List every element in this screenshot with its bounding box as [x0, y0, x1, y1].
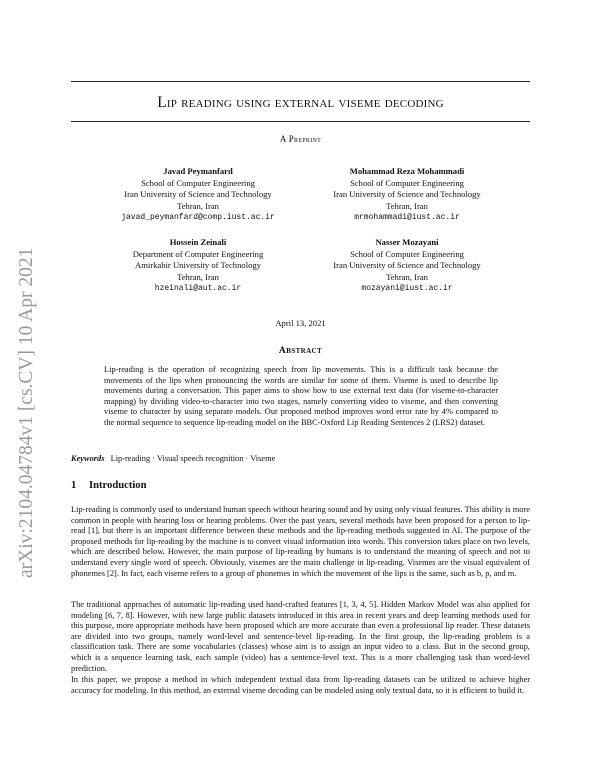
author-department: School of Computer Engineering	[350, 177, 464, 188]
author-department: School of Computer Engineering	[141, 177, 255, 188]
preprint-label: A Preprint	[279, 134, 322, 144]
author-name: Hossein Zeinali	[169, 237, 227, 247]
keywords-text: Lip-reading · Visual speech recognition · Viseme	[110, 454, 276, 463]
author-institution: Iran University of Science and Technology	[333, 189, 481, 199]
author-location: Tehran, Iran	[386, 271, 428, 282]
section-title: Introduction	[89, 480, 147, 491]
intro-paragraph: Lip-reading is commonly used to understand human speech without hearing sound and by using only visual features. This ability is more common in people with hearing loss or hearing problems. Over the past years, several methods have been proposed for a person to lip-read [1], but there is an important difference between these methods and the lip-reading methods suggested in AI. The purpose of the proposed methods for lip-reading by the machine is to convert visual information into words. This conversion takes place on two levels, which are described below. However, the main purpose of lip-reading by humans is to understand the meaning of speech and not to understand every single word of speech. Obviously, visemes are the main challenge in lip-reading. Visemes are the visual equivalent of phonemes [2]. In fact, each viseme refers to a group of phonemes in which the movement of the lips is the same, such as b, p, and m.	[71, 505, 530, 578]
author-institution: Iran University of Science and Technology	[124, 189, 272, 199]
author-block	[98, 237, 298, 295]
keywords-label: Keywords	[71, 454, 105, 463]
author-department: Department of Computer Engineering	[132, 248, 264, 259]
author-name: Nasser Mozayani	[375, 237, 439, 247]
author-name: Mohammad Reza Mohammadi	[349, 166, 465, 176]
author-email: mozayani@iust.ac.ir	[361, 284, 453, 293]
abstract-body: Lip-reading is the operation of recognizing speech from lip movements. This is a difficult task because the movements of the lips when pronouncing the words are similar for some of them. Viseme is used to describe lip movements during a conversation. This paper aims to show how to use external text data (for viseme-to-character mapping) by dividing video-to-character into two stages, namely converting video to viseme, and then converting viseme to character by using separate models. Our proposed method improves word error rate by 4% compared to the normal sequence to sequence lip-reading model on the BBC-Oxford Lip Reading Sentences 2 (LRS2) dataset.	[104, 365, 498, 427]
intro-paragraph: The traditional approaches of automatic lip-reading used hand-crafted features [1, 3, 4, 5]. Hidden Markov Model was also applied for modeling [6, 7, 8]. However, with new large public datasets introduced in this area in recent years and deep learning methods used for this purpose, more appropriate methods have been proposed which are more accurate than even a professional lip reader. These datasets are divided into two groups, namely word-level and sentence-level lip-reading. In the first group, the lip-reading problem is a classification task. There are some vocabularies (classes) whose aim is to assign an input video to a class. But in the second group, which is a sequence learning task, each sample (video) has a sentence-level text. This is a more challenging task than word-level prediction.	[71, 600, 530, 673]
author-block	[307, 237, 507, 295]
author-location: Tehran, Iran	[386, 200, 428, 211]
publication-date: April 13, 2021	[275, 318, 326, 328]
arxiv-identifier-stamp	[12, 200, 38, 580]
intro-paragraph: In this paper, we propose a method in which independent textual data from lip-reading datasets can be utilized to achieve higher accuracy for modeling. In this method, an external viseme decoding can be modeled using only textual data, so it is efficient to build it.	[71, 675, 530, 695]
author-name: Javad Peymanfard	[163, 166, 233, 176]
author-email: mrmohammadi@iust.ac.ir	[354, 213, 460, 222]
abstract-heading: Abstract	[278, 345, 323, 356]
title-bottom-rule	[71, 121, 530, 122]
title-top-rule	[71, 81, 530, 82]
author-institution: Iran University of Science and Technology	[333, 260, 481, 270]
author-department: School of Computer Engineering	[350, 248, 464, 259]
author-block	[307, 166, 507, 224]
keywords-line	[71, 454, 530, 463]
author-block	[98, 166, 298, 224]
author-location: Tehran, Iran	[177, 200, 219, 211]
arxiv-stamp-text: arXiv:2104.04784v1 [cs.CV] 10 Apr 2021	[16, 247, 37, 578]
author-email: hzeinali@aut.ac.ir	[154, 284, 242, 293]
author-email: javad_peymanfard@comp.iust.ac.ir	[121, 213, 275, 222]
author-institution: Amirkabir University of Technology	[135, 260, 261, 270]
section-heading-introduction	[71, 480, 147, 491]
author-location: Tehran, Iran	[177, 271, 219, 282]
paper-title: Lip reading using external viseme decoding	[157, 94, 444, 111]
section-number: 1	[71, 480, 77, 491]
